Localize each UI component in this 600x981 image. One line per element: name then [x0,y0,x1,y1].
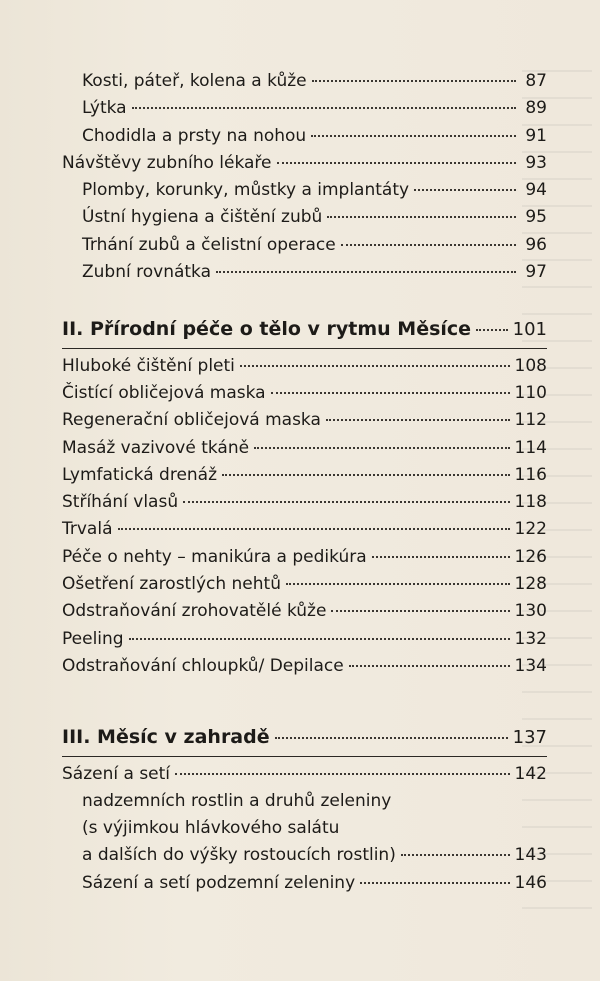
toc-entry: Čistící obličejová maska 110 [62,382,547,403]
toc-entry: Stříhání vlasů 118 [62,492,547,513]
toc-entry: Sázení a setí podzemní zeleniny 146 [82,872,547,893]
toc-entry: Sázení a setí 142 [62,763,547,784]
chapter-heading: II. Přírodní péče o tělo v rytmu Měsíce 101 [62,316,547,348]
toc-entry: Ústní hygiena a čištění zubů 95 [82,207,547,228]
toc-entry: Plomby, korunky, můstky a implantáty 94 [82,180,547,201]
toc-entry: nadzemních rostlin a druhů zeleniny [82,790,392,811]
toc-entry: Ošetření zarostlých nehtů 128 [62,574,547,595]
toc-entry: (s výjimkou hlávkového salátu [82,818,340,839]
toc-entry: Trvalá 122 [62,519,547,540]
chapter-ii [62,316,547,680]
toc-entry: Kosti, páteř, kolena a kůže 87 [82,71,547,91]
chapter-iii [62,724,547,897]
toc-entry: Péče o nehty – manikúra a pedikúra 126 [62,546,547,567]
toc-entry: Návštěvy zubního lékaře 93 [62,152,547,173]
toc-entry: Masáž vazivové tkáně 114 [62,437,547,458]
toc-entry: Chodidla a prsty na nohou 91 [82,125,547,146]
toc-entry: Odstraňování chloupků/ Depilace 134 [62,655,547,676]
toc-entry: Hluboké čištění pleti 108 [62,355,547,376]
toc-entry: Peeling 132 [62,628,547,649]
toc-entry: Trhání zubů a čelistní operace 96 [82,234,547,255]
chapter-heading: III. Měsíc v zahradě 137 [62,724,547,756]
toc-entry: a dalších do výšky rostoucích rostlin) 143 [82,845,547,866]
section-i-tail [62,68,547,286]
toc-entry: Lymfatická drenáž 116 [62,464,547,485]
toc-entry: Regenerační obličejová maska 112 [62,410,547,431]
toc-entry: Odstraňování zrohovatělé kůže 130 [62,601,547,622]
table-of-contents [62,68,547,897]
toc-entry: Lýtka 89 [82,98,547,119]
toc-entry: Zubní rovnátka 97 [82,262,547,283]
